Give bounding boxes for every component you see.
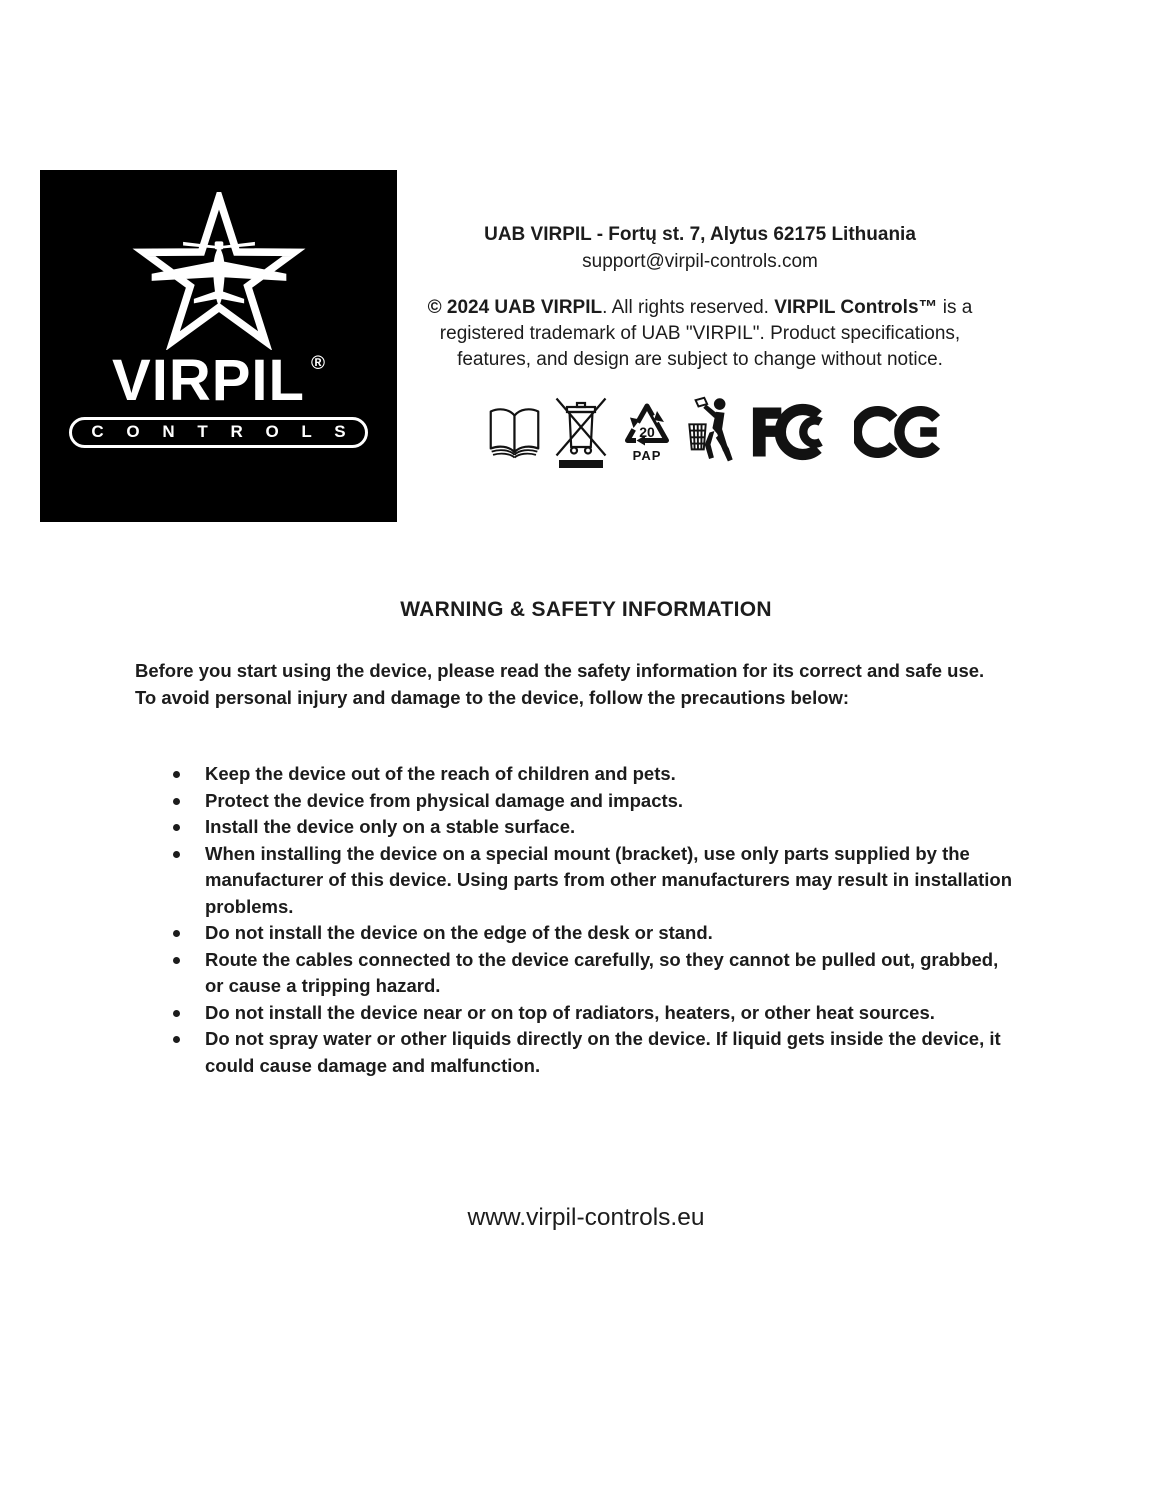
list-item [135, 788, 1020, 815]
safety-intro [135, 657, 1037, 711]
list-item-text: Keep the device out of the reach of children and pets. [205, 763, 676, 784]
copyright-notice [425, 295, 975, 373]
weee-crossed-out-bin-icon [552, 394, 610, 470]
precautions-list [135, 761, 1020, 1079]
bullet-icon [173, 824, 180, 831]
list-item-text: Do not install the device on the edge of the desk or stand. [205, 922, 713, 943]
list-item [135, 1026, 1020, 1079]
recycling-pap-icon [621, 398, 673, 466]
bullet-icon [173, 957, 180, 964]
copyright-owner: © 2024 UAB VIRPIL [427, 297, 603, 318]
controls-label: C O N T R O L S [69, 417, 367, 448]
list-item-text: Install the device only on a stable surface. [205, 816, 576, 837]
read-manual-book-icon [488, 403, 541, 461]
virpil-logo [40, 170, 397, 522]
company-address: UAB VIRPIL - Fortų st. 7, Alytus 62175 Lithuania [484, 224, 916, 245]
intro-line-1: Before you start using the device, please read the safety information for its correct and safe use. [135, 660, 985, 681]
bullet-icon [173, 1036, 180, 1043]
copyright-text: . All rights reserved. [602, 297, 775, 318]
intro-line-2: To avoid personal injury and damage to the device, follow the precautions below: [135, 687, 850, 708]
trademark-name: VIRPIL Controls™ [774, 297, 938, 318]
list-item [135, 761, 1020, 788]
bullet-icon [173, 798, 180, 805]
ce-mark-icon [854, 401, 941, 463]
page-title: WARNING & SAFETY INFORMATION [400, 598, 772, 621]
tidy-man-icon [684, 395, 738, 469]
support-email: support@virpil-controls.com [582, 251, 818, 272]
list-item [135, 841, 1020, 921]
list-item [135, 814, 1020, 841]
list-item [135, 1000, 1020, 1027]
copyright-text-2: is a registered trademark of UAB "VIRPIL". Product specifications, features, and design are subject to change without notice. [439, 297, 973, 370]
list-item-text: Route the cables connected to the device carefully, so they cannot be pulled out, grabbed, or cause a tripping hazard. [205, 948, 999, 996]
bullet-icon [173, 771, 180, 778]
bullet-icon [173, 930, 180, 937]
star-aircraft-icon [128, 192, 310, 350]
list-item [135, 947, 1020, 1000]
virpil-wordmark [112, 348, 325, 413]
website-url: www.virpil-controls.eu [467, 1204, 705, 1231]
bullet-icon [173, 851, 180, 858]
list-item-text: Protect the device from physical damage and impacts. [205, 789, 684, 811]
compliance-icons-row [488, 392, 941, 472]
list-item [135, 920, 1020, 947]
list-item-text: Do not install the device near or on top of radiators, heaters, or other heat sources. [205, 1001, 935, 1023]
recycling-number: 20 [639, 424, 655, 440]
registered-trademark-symbol: ® [310, 353, 325, 374]
fcc-mark-icon [749, 401, 843, 463]
brand-text: VIRPIL [112, 348, 305, 413]
bullet-icon [173, 1010, 180, 1017]
list-item-text: Do not spray water or other liquids directly on the device. If liquid gets inside the device, it could cause damage and malfunction. [205, 1028, 1001, 1076]
contact-block [425, 222, 975, 373]
list-item-text: When installing the device on a special mount (bracket), use only parts supplied by the manufacturer of this device. Using parts from other manufacturers may result in installation problems. [205, 842, 1012, 917]
recycling-material: PAP [632, 448, 662, 463]
